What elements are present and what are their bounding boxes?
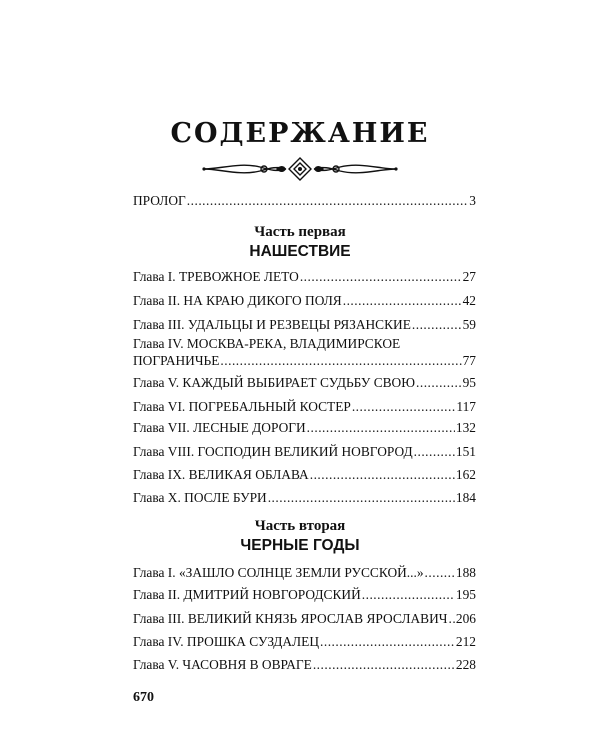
toc-entry-label: Глава V. ЧАСОВНЯ В ОВРАГЕ [133, 657, 312, 672]
toc-entry-page: 42 [462, 293, 476, 308]
toc-entry-page: 27 [462, 269, 476, 284]
toc-entry-page: 195 [455, 587, 476, 602]
toc-entry-page: 162 [455, 467, 476, 482]
toc-entry[interactable] [133, 489, 476, 506]
toc-entry-page: 3 [469, 193, 476, 208]
leader-dots [425, 564, 455, 581]
part-two-title: ЧЕРНЫЕ ГОДЫ [240, 537, 360, 554]
toc-entry[interactable] [133, 335, 476, 369]
toc-entry-label: Глава II. НА КРАЮ ДИКОГО ПОЛЯ [133, 293, 342, 308]
toc-entry[interactable] [133, 292, 476, 309]
page-number: 670 [133, 690, 154, 705]
toc-entry-label-continued: ПОГРАНИЧЬЕ [133, 353, 220, 368]
toc-entry[interactable] [133, 443, 476, 460]
toc-entry-label: Глава VI. ПОГРЕБАЛЬНЫЙ КОСТЕР [133, 399, 351, 414]
leader-dots [220, 352, 461, 369]
toc-entry-label: Глава VII. ЛЕСНЫЕ ДОРОГИ [133, 420, 306, 435]
toc-entry-label: Глава I. «ЗАШЛО СОЛНЦЕ ЗЕМЛИ РУССКОЙ...» [133, 565, 424, 580]
toc-entry[interactable] [133, 268, 476, 285]
toc-entry[interactable] [133, 656, 476, 673]
toc-entry[interactable] [133, 610, 476, 627]
toc-entry-page: 228 [455, 657, 476, 672]
toc-entry-page: 117 [456, 399, 476, 414]
leader-dots [414, 443, 455, 460]
toc-entry[interactable] [133, 316, 476, 333]
leader-dots [352, 398, 456, 415]
toc-entry[interactable] [133, 586, 476, 603]
leader-dots [187, 192, 469, 209]
toc-entry-label: Глава VIII. ГОСПОДИН ВЕЛИКИЙ НОВГОРОД [133, 444, 413, 459]
toc-entry-label: Глава II. ДМИТРИЙ НОВГОРОДСКИЙ [133, 587, 361, 602]
toc-entry-page: 95 [462, 375, 476, 390]
part-one-title: НАШЕСТВИЕ [249, 243, 351, 260]
toc-entry-page: 77 [462, 353, 476, 368]
page-title: СОДЕРЖАНИЕ [170, 118, 430, 149]
toc-entry-label: Глава III. ВЕЛИКИЙ КНЯЗЬ ЯРОСЛАВ ЯРОСЛАВИЧ [133, 611, 448, 626]
toc-entry-page: 212 [455, 634, 476, 649]
leader-dots [310, 466, 455, 483]
toc-entry-label: Глава III. УДАЛЬЦЫ И РЕЗВЕЦЫ РЯЗАНСКИЕ [133, 317, 411, 332]
leader-dots [416, 374, 462, 391]
toc-entry[interactable] [133, 466, 476, 483]
toc-entry[interactable] [133, 398, 476, 415]
toc-entry[interactable] [133, 374, 476, 391]
toc-entry-page: 59 [462, 317, 476, 332]
leader-dots [320, 633, 455, 650]
toc-entry-page: 151 [455, 444, 476, 459]
leader-dots [412, 316, 462, 333]
toc-entry[interactable] [133, 633, 476, 650]
toc-entry[interactable] [133, 564, 476, 581]
toc-entry-label: Глава IV. МОСКВА-РЕКА, ВЛАДИМИРСКОЕ [133, 336, 401, 351]
decorative-flourish-icon [200, 156, 400, 182]
toc-entry-label: Глава IX. ВЕЛИКАЯ ОБЛАВА [133, 467, 309, 482]
leader-dots [307, 419, 455, 436]
leader-dots [362, 586, 455, 603]
leader-dots [313, 656, 455, 673]
leader-dots [449, 610, 455, 627]
toc-entry-label: Глава X. ПОСЛЕ БУРИ [133, 490, 267, 505]
leader-dots [343, 292, 462, 309]
part-one-label: Часть первая [254, 224, 346, 240]
part-two-label: Часть вторая [254, 518, 346, 534]
toc-entry-label: Глава V. КАЖДЫЙ ВЫБИРАЕТ СУДЬБУ СВОЮ [133, 375, 415, 390]
toc-entry-label: ПРОЛОГ [133, 193, 186, 208]
leader-dots [300, 268, 462, 285]
toc-entry-page: 132 [455, 420, 476, 435]
toc-entry-prologue[interactable] [133, 192, 476, 209]
toc-entry-page: 188 [455, 565, 476, 580]
toc-entry-label: Глава IV. ПРОШКА СУЗДАЛЕЦ [133, 634, 319, 649]
toc-entry[interactable] [133, 419, 476, 436]
toc-entry-page: 206 [455, 611, 476, 626]
toc-entry-label: Глава I. ТРЕВОЖНОЕ ЛЕТО [133, 269, 299, 284]
toc-entry-page: 184 [455, 490, 476, 505]
leader-dots [268, 489, 455, 506]
